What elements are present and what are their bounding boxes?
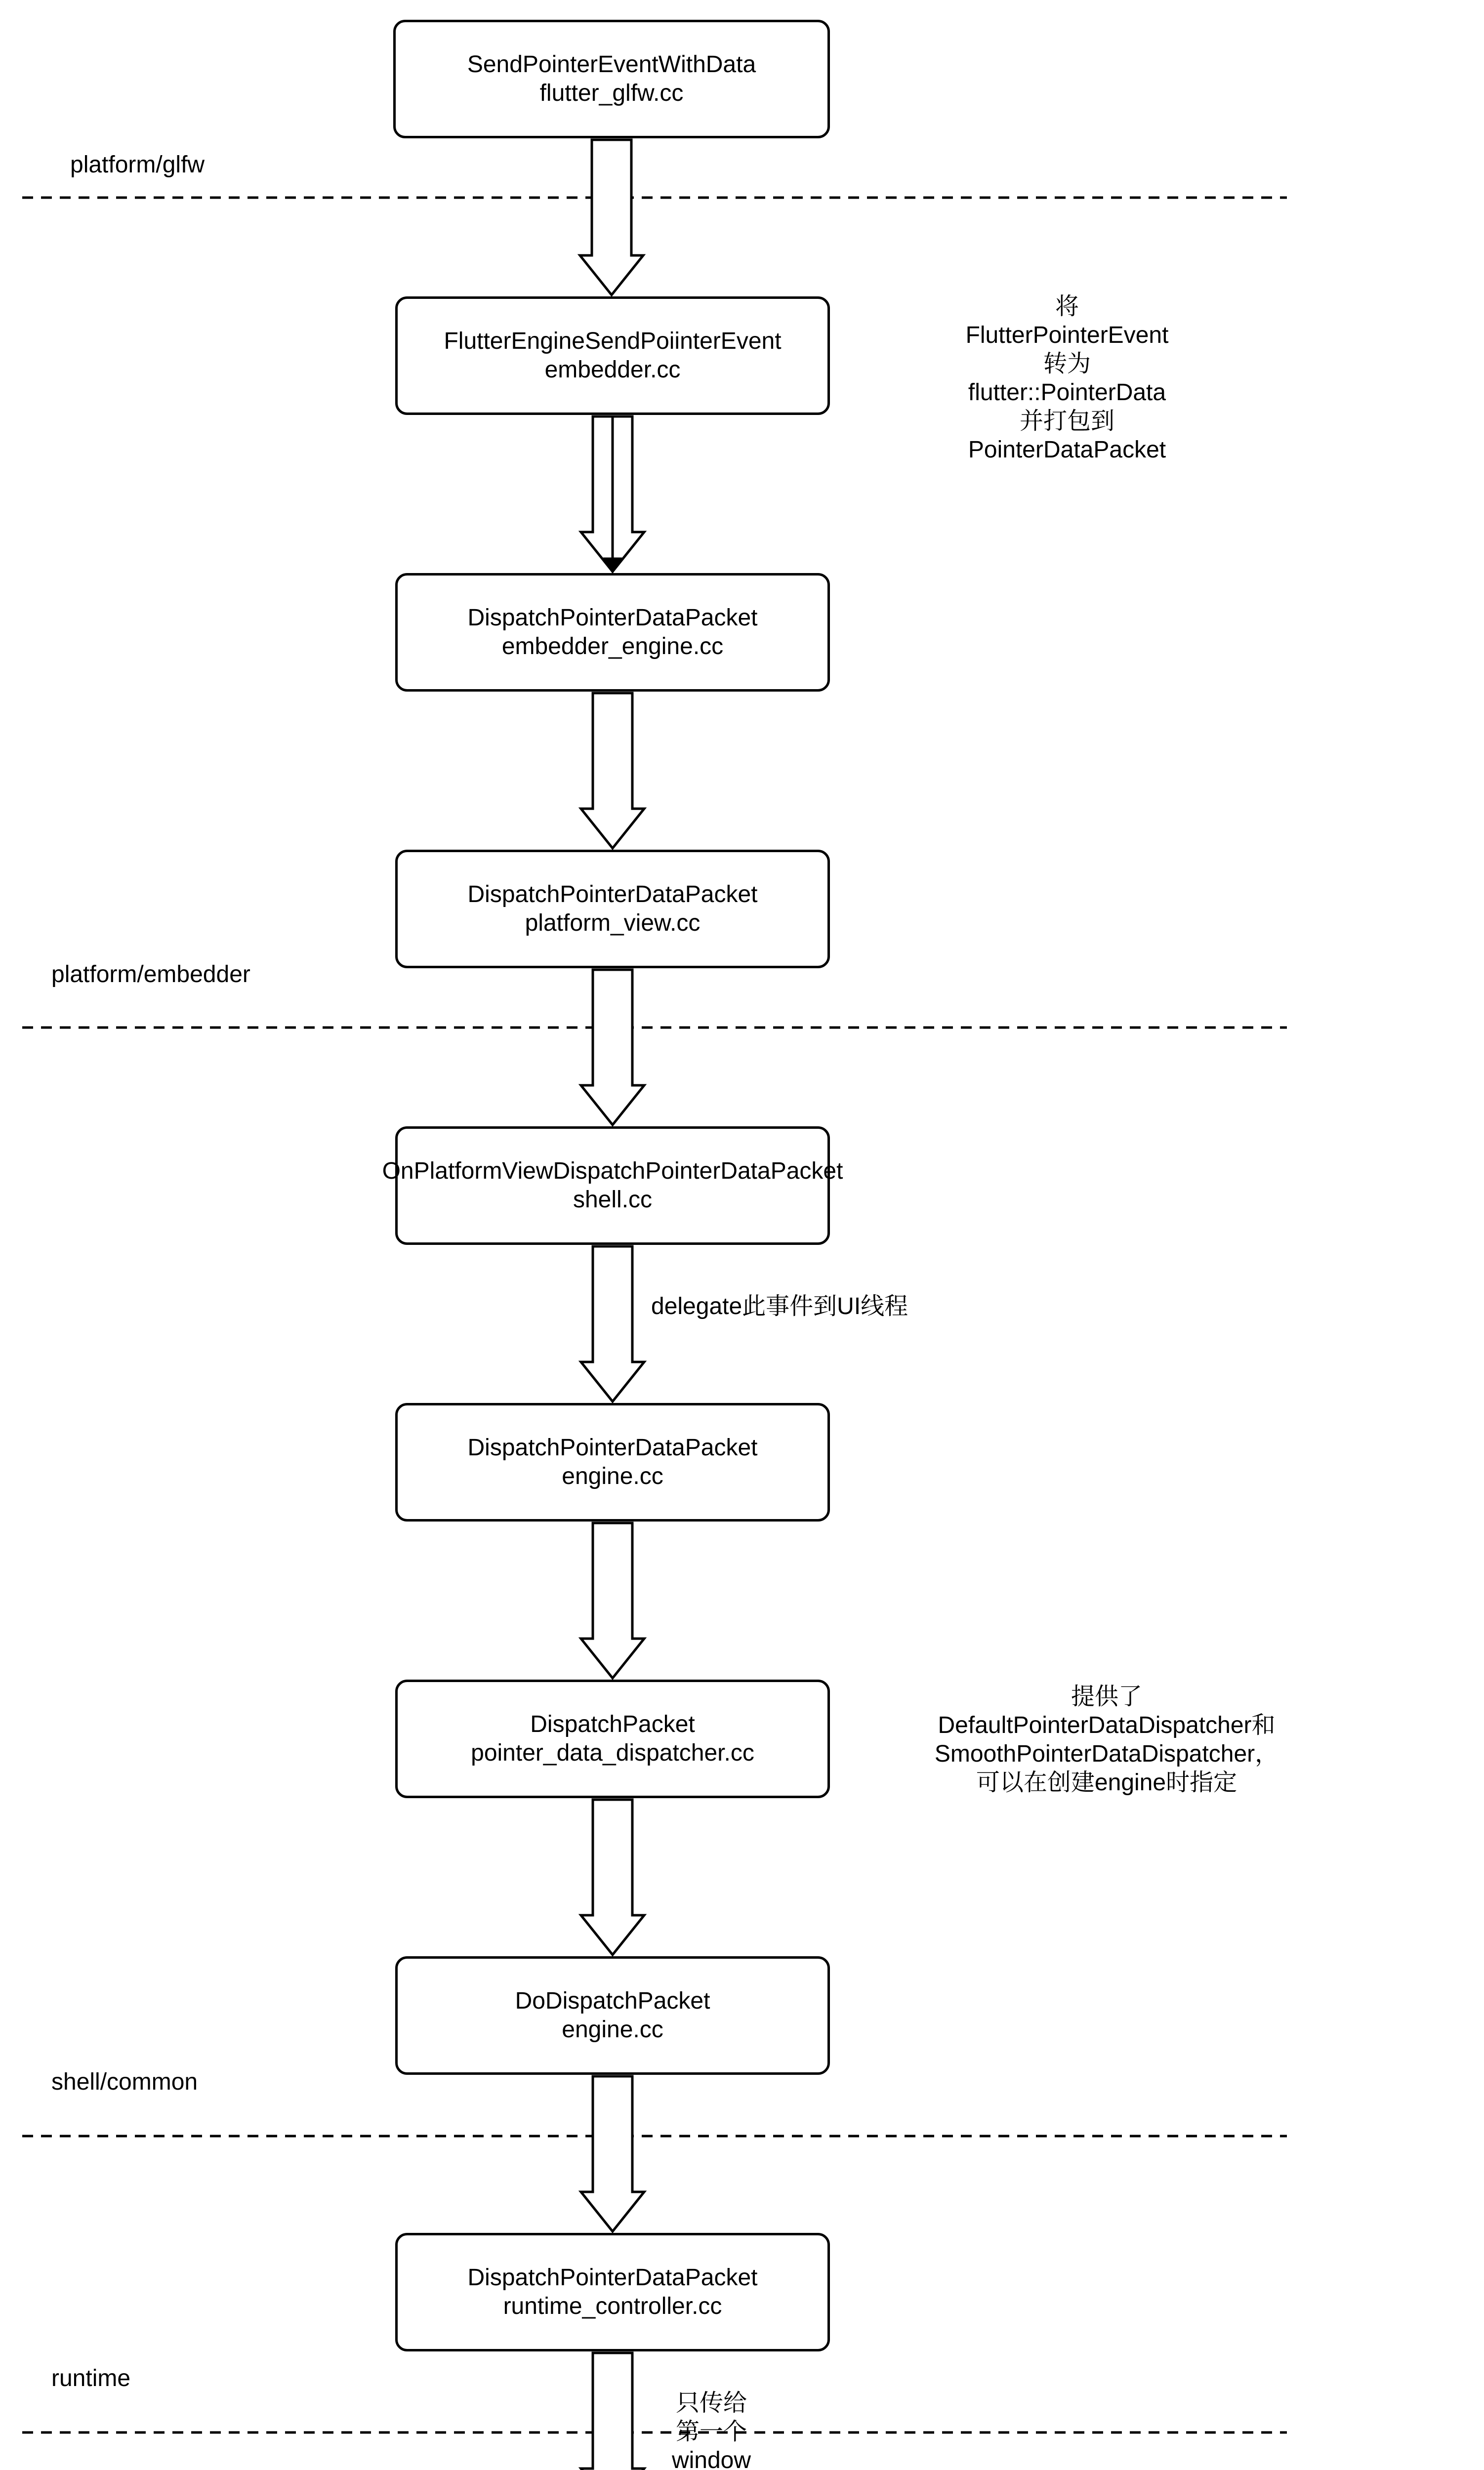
node-dispatch-pointer-data-packet-platform-view (395, 850, 830, 968)
note-line: 第一个 (675, 2419, 747, 2445)
node-title: OnPlatformViewDispatchPointerDataPacket (382, 1158, 843, 1184)
note-line: FlutterPointerEvent (965, 322, 1169, 348)
node-file: engine.cc (562, 1463, 663, 1489)
node-title: DispatchPointerDataPacket (467, 605, 758, 631)
node-file: shell.cc (573, 1187, 653, 1213)
node-title: DoDispatchPacket (515, 1988, 710, 2014)
note-line: SmoothPointerDataDispatcher， (934, 1741, 1279, 1767)
arrow-5 (581, 1246, 644, 1401)
node-flutter-engine-send-pointer-event (395, 296, 830, 415)
note-line: 可以在创建engine时指定 (976, 1770, 1237, 1796)
node-dispatch-pointer-data-packet-embedder-engine (395, 573, 830, 692)
note-line: delegate此事件到UI线程 (651, 1293, 908, 1319)
node-file: engine.cc (562, 2017, 663, 2043)
layer-label-platform-glfw: platform/glfw (70, 152, 205, 178)
node-file: flutter_glfw.cc (539, 80, 684, 106)
arrow-6 (581, 1523, 644, 1678)
note-first-window-only (662, 2389, 761, 2470)
arrow-8 (581, 2076, 644, 2231)
node-title: DispatchPacket (530, 1711, 695, 1737)
note-line: 转为 (1043, 351, 1091, 377)
note-delegate-ui-thread (651, 1292, 908, 1321)
node-file: embedder.cc (544, 357, 681, 383)
arrow-7 (581, 1800, 644, 1955)
arrow-4 (581, 970, 644, 1125)
note-line: 只传给 (675, 2390, 747, 2416)
note-line: DefaultPointerDataDispatcher和 (938, 1712, 1276, 1738)
layer-separators (22, 198, 1287, 2470)
node-on-platform-view-dispatch-pointer-data-packet (382, 1126, 843, 1245)
node-title: DispatchPointerDataPacket (467, 881, 758, 907)
note-line: 并打包到 (1019, 408, 1114, 434)
node-title: DispatchPointerDataPacket (467, 1435, 758, 1461)
node-do-dispatch-packet (395, 1956, 830, 2075)
arrow-3 (581, 693, 644, 848)
node-title: FlutterEngineSendPoiinterEvent (444, 328, 782, 354)
node-title: DispatchPointerDataPacket (467, 2264, 758, 2291)
note-line: PointerDataPacket (968, 437, 1166, 463)
note-pointer-data-dispatcher (909, 1683, 1304, 1797)
arrow-1 (580, 140, 643, 295)
layer-label-shell-common: shell/common (51, 2069, 198, 2095)
node-file: runtime_controller.cc (503, 2293, 722, 2319)
node-file: embedder_engine.cc (501, 633, 724, 659)
arrow-9 (581, 2353, 644, 2470)
node-dispatch-packet (395, 1680, 830, 1798)
node-dispatch-pointer-data-packet-runtime-controller (395, 2233, 830, 2351)
arrow-2 (581, 416, 644, 572)
node-title: SendPointerEventWithData (467, 51, 756, 78)
note-convert-pointer-event (919, 292, 1215, 464)
node-send-pointer-event-with-data (393, 20, 830, 138)
note-line: 将 (1055, 293, 1079, 320)
node-file: pointer_data_dispatcher.cc (471, 1740, 754, 1766)
node-dispatch-pointer-data-packet-engine (395, 1403, 830, 1522)
note-line: flutter::PointerData (968, 379, 1166, 406)
layer-label-runtime: runtime (51, 2365, 131, 2391)
layer-label-platform-embedder: platform/embedder (51, 961, 250, 988)
note-line: window (671, 2447, 751, 2470)
node-file: platform_view.cc (525, 910, 701, 936)
note-line: 提供了 (1071, 1684, 1142, 1710)
